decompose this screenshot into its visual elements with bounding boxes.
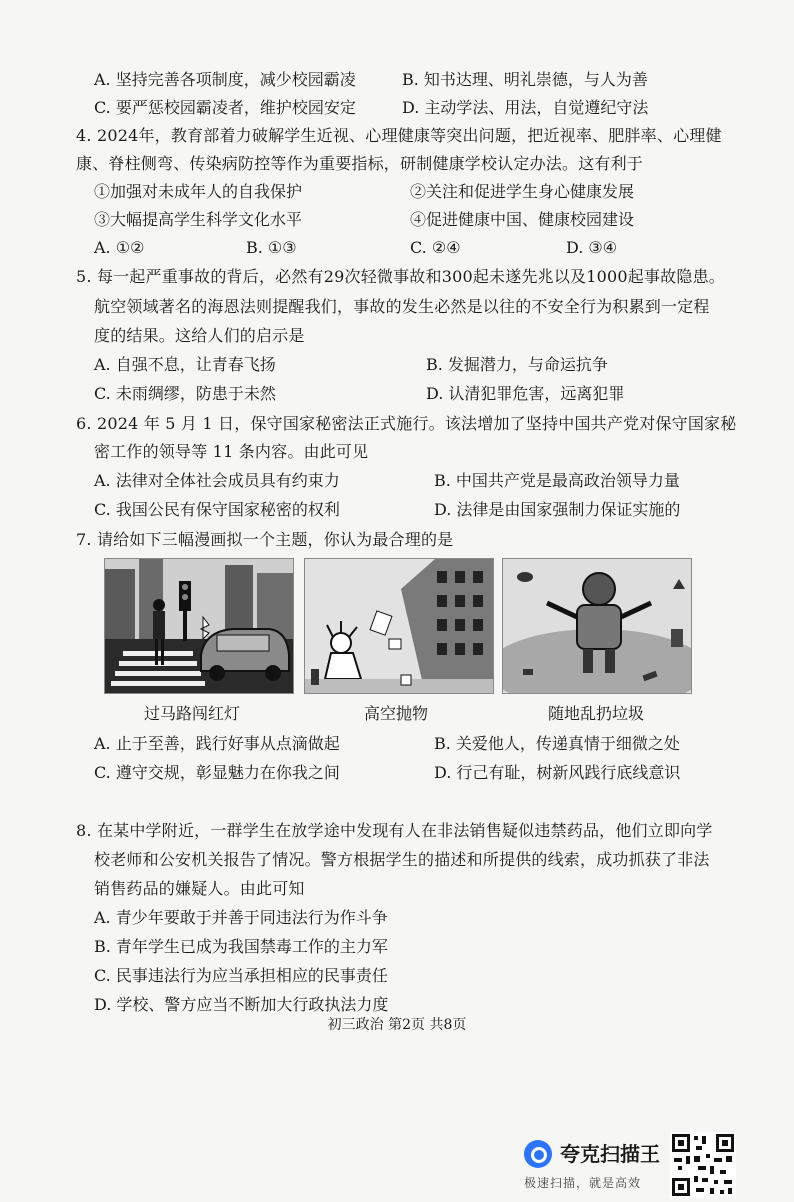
q3-option-b: B. 知书达理、明礼崇德，与人为善 — [402, 70, 648, 89]
q5-option-d: D. 认清犯罪危害，远离犯罪 — [426, 384, 625, 403]
q4-statement-4: ④促进健康中国、健康校园建设 — [410, 210, 635, 229]
q8-option-b: B. 青年学生已成为我国禁毒工作的主力军 — [94, 937, 388, 956]
q8-option-a: A. 青少年要敢于并善于同违法行为作斗争 — [94, 908, 388, 927]
q4-stem-line1: 4. 2024年，教育部着力破解学生近视、心理健康等突出问题，把近视率、肥胖率、心理健 — [76, 126, 722, 145]
q7-option-b: B. 关爱他人，传递真情于细微之处 — [434, 734, 680, 753]
q5-stem-line2: 航空领域著名的海恩法则提醒我们，事故的发生必然是以往的不安全行为积累到一定程 — [94, 297, 710, 316]
q4-option-a: A. ①② — [94, 238, 145, 257]
scanner-slogan: 极速扫描，就是高效 — [524, 1176, 642, 1190]
page-footer: 初三政治 第2页 共8页 — [327, 1017, 467, 1033]
cartoon-littering — [502, 558, 692, 694]
q5-option-c: C. 未雨绸缪，防患于未然 — [94, 384, 276, 403]
cartoon-caption-3: 随地乱扔垃圾 — [548, 704, 645, 723]
q7-stem: 7. 请给如下三幅漫画拟一个主题，你认为最合理的是 — [76, 530, 454, 549]
q8-stem-line1: 8. 在某中学附近，一群学生在放学途中发现有人在非法销售疑似违禁药品，他们立即向学 — [76, 821, 713, 840]
cartoon-caption-2: 高空抛物 — [364, 704, 429, 723]
q3-option-a: A. 坚持完善各项制度，减少校园霸凌 — [94, 70, 356, 89]
q3-option-d: D. 主动学法、用法，自觉遵纪守法 — [402, 98, 649, 117]
q7-option-c: C. 遵守交规，彰显魅力在你我之间 — [94, 763, 340, 782]
q4-option-b: B. ①③ — [246, 238, 297, 257]
scanner-brand-name: 夸克扫描王 — [560, 1142, 660, 1166]
cartoon-red-light — [104, 558, 294, 694]
q8-stem-line2: 校老师和公安机关报告了情况。警方根据学生的描述和所提供的线索，成功抓获了非法 — [94, 850, 710, 869]
q6-option-a: A. 法律对全体社会成员具有约束力 — [94, 471, 340, 490]
q5-option-b: B. 发掘潜力，与命运抗争 — [426, 355, 608, 374]
scanner-logo-icon — [524, 1140, 552, 1168]
cartoon-throwing-from-height — [304, 558, 494, 694]
q4-option-c: C. ②④ — [410, 238, 461, 257]
q5-stem-line1: 5. 每一起严重事故的背后，必然有29次轻微事故和300起未遂先兆以及1000起事故隐患。 — [76, 267, 725, 286]
q4-statement-3: ③大幅提高学生科学文化水平 — [94, 210, 303, 229]
cartoon-caption-1: 过马路闯红灯 — [144, 704, 241, 723]
q6-option-c: C. 我国公民有保守国家秘密的权利 — [94, 500, 340, 519]
qr-code-icon — [670, 1132, 736, 1198]
q6-stem-line1: 6. 2024 年 5 月 1 日，保守国家秘密法正式施行。该法增加了坚持中国共产党对保守国家秘 — [76, 414, 737, 433]
q8-option-c: C. 民事违法行为应当承担相应的民事责任 — [94, 966, 388, 985]
q4-stem-line2: 康、脊柱侧弯、传染病防控等作为重要指标，研制健康学校认定办法。这有利于 — [76, 154, 644, 173]
q8-stem-line3: 销售药品的嫌疑人。由此可知 — [94, 879, 305, 898]
q6-stem-line2: 密工作的领导等 11 条内容。由此可见 — [94, 442, 369, 461]
q5-stem-line3: 度的结果。这给人们的启示是 — [94, 326, 305, 345]
q7-option-d: D. 行己有耻，树新风践行底线意识 — [434, 763, 681, 782]
q8-option-d: D. 学校、警方应当不断加大行政执法力度 — [94, 995, 389, 1014]
q6-option-b: B. 中国共产党是最高政治领导力量 — [434, 471, 680, 490]
q4-statement-2: ②关注和促进学生身心健康发展 — [410, 182, 635, 201]
q6-option-d: D. 法律是由国家强制力保证实施的 — [434, 500, 681, 519]
q4-statement-1: ①加强对未成年人的自我保护 — [94, 182, 303, 201]
q5-option-a: A. 自强不息，让青春飞扬 — [94, 355, 276, 374]
q4-option-d: D. ③④ — [566, 238, 618, 257]
q7-option-a: A. 止于至善，践行好事从点滴做起 — [94, 734, 340, 753]
q3-option-c: C. 要严惩校园霸凌者，维护校园安定 — [94, 98, 356, 117]
